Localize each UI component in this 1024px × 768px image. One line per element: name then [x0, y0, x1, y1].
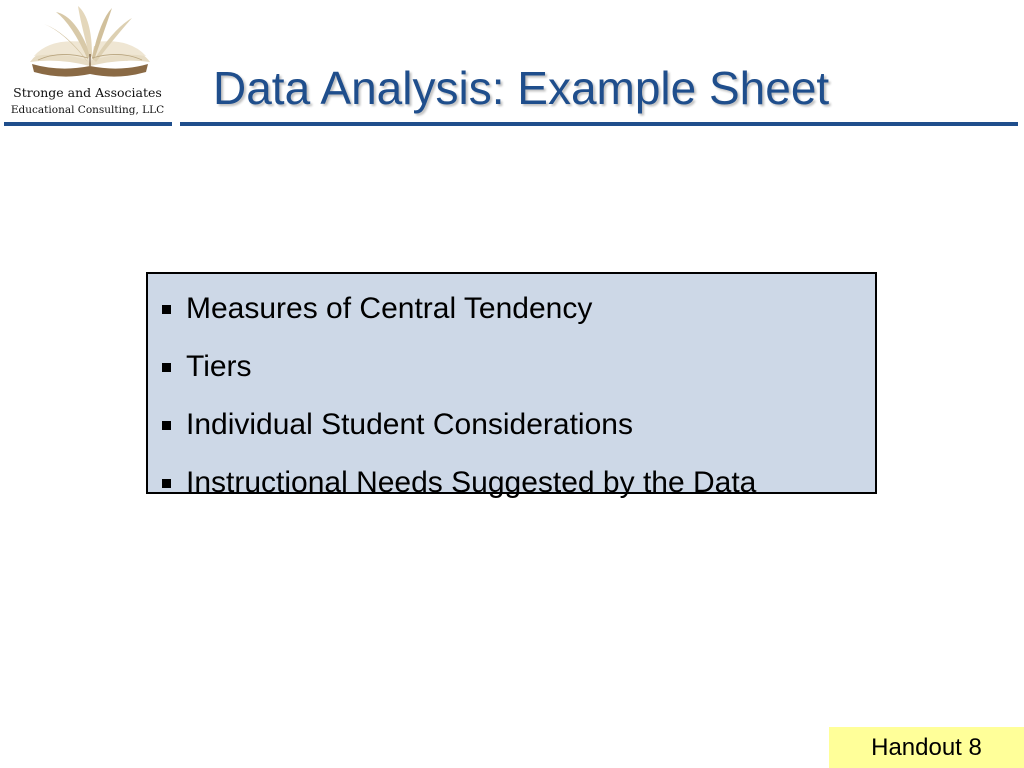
square-bullet-icon [162, 421, 171, 430]
square-bullet-icon [162, 305, 171, 314]
open-book-icon [20, 2, 160, 84]
slide-title: Data Analysis: Example Sheet [213, 62, 830, 114]
bullet-item [160, 338, 875, 396]
bullet-box [146, 272, 877, 499]
handout-label: Handout 8 [829, 727, 1024, 768]
company-name: Stronge and Associates [13, 85, 162, 100]
header-rule-left [4, 122, 172, 126]
header-rule-right [180, 122, 1018, 126]
bullet-item [160, 454, 875, 512]
bullet-text: Tiers [186, 350, 252, 383]
bullet-list [160, 280, 875, 512]
bullet-item [160, 280, 875, 338]
square-bullet-icon [162, 479, 171, 488]
company-logo [0, 0, 175, 128]
bullet-text: Instructional Needs Suggested by the Data [186, 466, 757, 499]
square-bullet-icon [162, 363, 171, 372]
bullet-text: Individual Student Considerations [186, 408, 633, 441]
bullet-item [160, 396, 875, 454]
company-subtitle: Educational Consulting, LLC [10, 104, 165, 116]
bullet-text: Measures of Central Tendency [186, 292, 593, 325]
